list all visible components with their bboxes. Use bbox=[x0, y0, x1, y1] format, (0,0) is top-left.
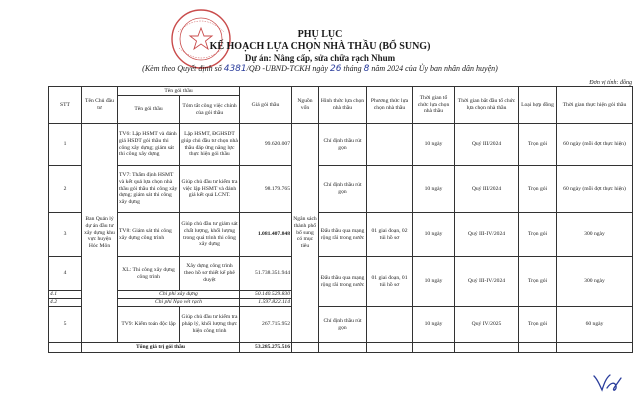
table-row: 4 XL: Thi công xây dựng công trình Xây dựng công trình theo hồ sơ thiết kế phê duyệt 51.738.351.944 Đấu thầu qua mạng rộng rãi trong nước 01 giai đoạn, 01 túi hồ sơ 10 ngày Quý III-IV/2024 Trọn gói 300 ngày bbox=[49, 257, 633, 291]
procurement-plan-table bbox=[48, 86, 633, 353]
table-row: 5 TV9: Kiểm toán độc lập Giúp chủ đầu tư kiểm tra pháp lý, khối lượng thực hiện công trình 267.715.952 Chỉ định thầu rút gọn 10 ngày Quý IV/2025 Trọn gói 60 ngày bbox=[49, 307, 633, 343]
col-method: Phương thức lựa chọn nhà thầu bbox=[367, 87, 413, 124]
table-row: 3 TV8: Giám sát thi công xây dựng công trình Giúp chủ đầu tư giám sát chất lượng, khối lượng trong quá trình thi công xây dựng 1.081.407.848 Đấu thầu qua mạng rộng rãi trong nước 01 giai đoạn, 02 túi hồ sơ 10 ngày Quý III-IV/2024 Trọn gói 300 ngày bbox=[49, 213, 633, 257]
col-selection-time: Thời gian tổ chức lựa chọn nhà thầu bbox=[413, 87, 455, 124]
source-cell: Ngân sách thành phố bổ sung có mục tiêu bbox=[292, 124, 319, 343]
unit-note: Đơn vị tính: đồng bbox=[589, 80, 632, 86]
table-row: 2 TV7: Thẩm định HSMT và kết quả lựa chọn nhà thầu gói thầu thi công xây dựng; giám sát thi công xây dựng Giúp chủ đầu tư kiểm tra việc lập HSMT và đánh giá kết quả LCNT. 98.179.765 Chỉ định thầu rút gọn 10 ngày Quý III/2024 Trọn gói 60 ngày (mỗi đợt thực hiện) bbox=[49, 166, 633, 213]
decision-month: 8 bbox=[363, 64, 370, 74]
col-stt: STT bbox=[49, 87, 82, 124]
doc-subtitle: KẾ HOẠCH LỰA CHỌN NHÀ THẦU (BỔ SUNG) bbox=[209, 41, 431, 52]
owner-cell: Ban Quản lý dự án đầu tư xây dựng khu vực huyện Hóc Môn bbox=[82, 124, 118, 343]
col-source: Nguồn vốn bbox=[292, 87, 319, 124]
table-subrow: 4.1 Chi phí xây dựng 50.140.529.830 bbox=[50, 291, 290, 298]
doc-title: PHỤ LỤC bbox=[297, 29, 343, 40]
signature-initials bbox=[590, 370, 626, 396]
col-duration: Thời gian thực hiện gói thầu bbox=[557, 87, 633, 124]
col-owner: Tên Chủ đầu tư bbox=[82, 87, 118, 124]
total-label: Tổng giá trị gói thầu bbox=[82, 343, 240, 353]
col-start-time: Thời gian bắt đầu tổ chức lựa chọn nhà thầu bbox=[455, 87, 519, 124]
project-name: Dự án: Nâng cấp, sửa chữa rạch Nhum bbox=[244, 53, 396, 63]
total-row bbox=[49, 343, 633, 353]
col-package-name: Tên gói thầu bbox=[118, 96, 180, 124]
col-price: Giá gói thầu bbox=[240, 87, 292, 124]
decision-reference: (Kèm theo Quyết định số 4381/QĐ -UBND-TCKH ngày 26 tháng 8 năm 2024 của Ủy ban nhân dân huyện) bbox=[142, 64, 498, 74]
decision-number: 4381 bbox=[223, 64, 247, 74]
table-subrow: 4.2 Chi phí Nạo vét rạch 1.597.822.114 bbox=[50, 299, 290, 306]
col-selection-form: Hình thức lựa chọn nhà thầu bbox=[319, 87, 367, 124]
total-value: 53.285.275.516 bbox=[240, 343, 292, 353]
table-row: 1 Ban Quản lý dự án đầu tư xây dựng khu vực huyện Hóc Môn TV6: Lập HSMT và đánh giá HSDT gói thầu thi công xây dựng; giám sát thi công xây dựng Lập HSMT, ĐGHSDT giúp chủ đầu tư chọn nhà thầu đáp ứng năng lực thực hiện gói thầu 99.620.007 Ngân sách thành phố bổ sung có mục tiêu Chỉ định thầu rút gọn 10 ngày Quý III/2024 Trọn gói 60 ngày (mỗi đợt thực hiện) bbox=[49, 124, 633, 166]
col-summary: Tóm tắt công việc chính của gói thầu bbox=[180, 96, 240, 124]
col-contract-type: Loại hợp đồng bbox=[519, 87, 557, 124]
col-package-group: Tên gói thầu bbox=[118, 87, 240, 96]
decision-day: 26 bbox=[329, 64, 342, 74]
